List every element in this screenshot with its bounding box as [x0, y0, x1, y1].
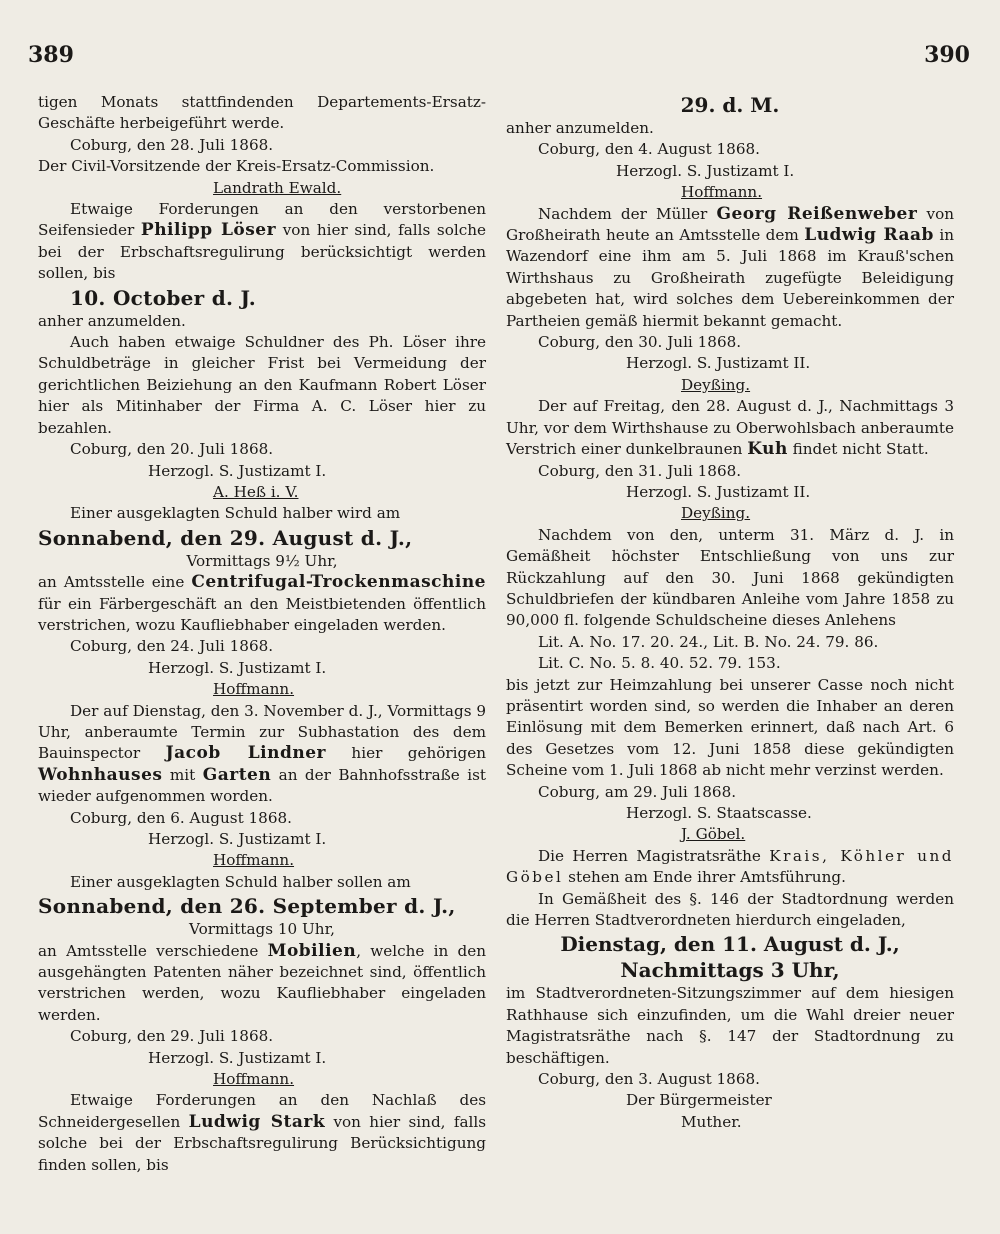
- page-number-right: 390: [924, 42, 970, 68]
- notice-text: bis jetzt zur Heimzahlung bei unserer Casse noch nicht präsentirt worden sind, so werden die Inhaber an deren Einlösung mit dem Bemerken erinnert, daß nach Art. 6 des Gesetzes vom 12. Juni 1858 diese gekündigten Scheine vom 1. Juli 1868 ab nicht mehr verzinst werden.: [506, 675, 954, 780]
- auction-date: Sonnabend, den 26. September d. J.,: [38, 894, 456, 919]
- deadline: 10. October d. J.: [70, 285, 257, 310]
- deadline: 29. d. M.: [680, 93, 780, 117]
- auction-date: Sonnabend, den 29. August d. J.,: [38, 525, 413, 550]
- notice-text: Der auf Freitag, den 28. August d. J., Nachmittags 3 Uhr, vor dem Wirthshause zu Oberwohlsbach anberaumte Verstrich einer dunkelbraunen Kuh findet nicht Statt.: [506, 397, 954, 460]
- right-column: [506, 92, 954, 1133]
- notice-text: anher anzumelden.: [506, 119, 654, 137]
- notice-date: Coburg, den 6. August 1868.: [70, 808, 292, 827]
- notice-name: Hoffmann.: [681, 183, 763, 202]
- notice-text: Einer ausgeklagten Schuld halber sollen am: [70, 872, 411, 891]
- notice-date: Coburg, den 28. Juli 1868.: [70, 135, 274, 154]
- bond-list: Lit. C. No. 5. 8. 40. 52. 79. 153.: [538, 654, 781, 673]
- notice-date: Coburg, den 29. Juli 1868.: [70, 1027, 274, 1046]
- notice-authority: Herzogl. S. Justizamt I.: [148, 1048, 327, 1067]
- notice-date: Coburg, den 4. August 1868.: [538, 140, 760, 159]
- notice-text: anher anzumelden.: [38, 311, 186, 330]
- highlighted-name: Ludwig Raab: [804, 225, 934, 246]
- notice-signatory: Der Bürgermeister: [626, 1091, 772, 1110]
- bond-list: Lit. A. No. 17. 20. 24., Lit. B. No. 24. 79. 86.: [538, 632, 879, 651]
- highlighted-name: Ludwig Stark: [188, 1111, 326, 1132]
- notice-text: im Stadtverordneten-Sitzungszimmer auf dem hiesigen Rathhause sich einzufinden, um die Wahl dreier neuer Magistratsräthe nach §. 147 der Stadtordnung zu beschäftigen.: [506, 984, 954, 1067]
- notice-authority: Herzogl. S. Justizamt I.: [148, 830, 327, 848]
- notice-date: Coburg, den 24. Juli 1868.: [70, 637, 274, 656]
- notice-text: In Gemäßheit des §. 146 der Stadtordnung werden die Herren Stadtverordneten hierdurch eingeladen,: [506, 889, 954, 930]
- notice-authority: Herzogl. S. Justizamt I.: [148, 461, 327, 480]
- notice-text: Etwaige Forderungen an den verstorbenen Seifensieder Philipp Löser von hier sind, falls solche bei der Erbschaftsregulirung berücksichtigt werden sollen, bis: [38, 200, 486, 283]
- highlighted-name: Georg Reißenweber: [716, 203, 918, 224]
- notice-authority: Herzogl. S. Staatscasse.: [626, 804, 812, 822]
- notice-date: Coburg, den 31. Juli 1868.: [538, 461, 742, 480]
- highlighted-name: Philipp Löser: [140, 220, 277, 241]
- auction-time: Vormittags 10 Uhr,: [189, 920, 335, 939]
- notice-text: an Amtsstelle verschiedene Mobilien, welche in den ausgehängten Patenten näher bezeichnet sind, öffentlich verstrichen werden, wozu Kaufliebhaber eingeladen werden.: [38, 940, 486, 1024]
- notice-date: Coburg, den 20. Juli 1868.: [70, 440, 274, 459]
- notice-text: Auch haben etwaige Schuldner des Ph. Löser ihre Schuldbeträge in gleicher Frist bei Vermeidung der gerichtlichen Beiziehung an den Kaufmann Robert Löser hier als Mitinhaber der Firma A. C. Löser hier zu bezahlen.: [38, 333, 486, 437]
- highlighted-item: Mobilien: [267, 940, 357, 961]
- notice-text: tigen Monats stattfindenden Departements-Ersatz-Geschäfte herbeigeführt werde.: [38, 93, 486, 133]
- notice-text: Etwaige Forderungen an den Nachlaß des Schneidergesellen Ludwig Stark von hier sind, falls solche bei der Erbschaftsregulirung Berücksichtigung finden sollen, bis: [38, 1091, 487, 1174]
- notice-text: Nachdem von den, unterm 31. März d. J. in Gemäßheit höchster Entschließung von uns zur Rückzahlung auf den 30. Juni 1868 gekündigten Schuldbriefen der kündbaren Anleihe vom Jahre 1858 zu 90,000 fl. folgende Schuldscheine dieses Anlehens: [506, 525, 954, 630]
- meeting-date: Dienstag, den 11. August d. J.,: [560, 932, 900, 957]
- notice-name: Hoffmann.: [213, 851, 295, 870]
- highlighted-item: Centrifugal-Trockenmaschine: [191, 572, 486, 593]
- notice-name: Muther.: [681, 1112, 742, 1131]
- notice-text: Die Herren Magistratsräthe Krais, Köhler und Göbel stehen am Ende ihrer Amtsführung.: [506, 846, 954, 887]
- left-column: [38, 92, 486, 1176]
- notice-name: A. Heß i. V.: [213, 482, 299, 501]
- highlighted-item: Wohnhauses: [38, 764, 163, 785]
- highlighted-item: Garten: [202, 764, 272, 785]
- highlighted-name: Jacob Lindner: [165, 743, 327, 764]
- notice-authority: Herzogl. S. Justizamt II.: [626, 354, 811, 373]
- notice-authority: Herzogl. S. Justizamt II.: [626, 482, 811, 501]
- notice-authority: Herzogl. S. Justizamt I.: [148, 658, 327, 677]
- meeting-time: Nachmittags 3 Uhr,: [620, 958, 840, 983]
- page-number-left: 389: [28, 42, 74, 68]
- notice-signatory: Der Civil-Vorsitzende der Kreis-Ersatz-Commission.: [38, 157, 435, 176]
- auction-time: Vormittags 9½ Uhr,: [186, 551, 338, 570]
- notice-name: Hoffmann.: [213, 1070, 295, 1089]
- notice-text: Der auf Dienstag, den 3. November d. J., Vormittags 9 Uhr, anberaumte Termin zur Subhastation des dem Bauinspector Jacob Lindner hier gehörigen Wohnhauses mit Garten an der Bahnhofsstraße ist wieder aufgenommen worden.: [38, 701, 486, 806]
- notice-name: Landrath Ewald.: [213, 178, 342, 197]
- notice-name: Deyßing.: [681, 504, 751, 523]
- notice-date: Coburg, den 3. August 1868.: [538, 1070, 760, 1089]
- notice-name: J. Göbel.: [681, 825, 746, 844]
- notice-text: an Amtsstelle eine Centrifugal-Trockenmaschine für ein Färbergeschäft an den Meistbietenden öffentlich verstrichen, wozu Kaufliebhaber eingeladen werden.: [38, 572, 486, 634]
- notice-authority: Herzogl. S. Justizamt I.: [616, 161, 795, 180]
- highlighted-item: Kuh: [747, 439, 788, 460]
- notice-date: Coburg, am 29. Juli 1868.: [538, 782, 737, 801]
- notice-name: Deyßing.: [681, 375, 751, 394]
- notice-text: Einer ausgeklagten Schuld halber wird am: [70, 504, 401, 523]
- notice-name: Hoffmann.: [213, 680, 295, 699]
- notice-text: Nachdem der Müller Georg Reißenweber von Großheirath heute an Amtsstelle dem Ludwig Raab in Wazendorf eine ihm am 5. Juli 1868 im Krauß'schen Wirthshaus zu Großheirath zugefügte Beleidigung abgebeten hat, wird solches dem Uebereinkommen der Partheien gemäß hiermit bekannt gemacht.: [506, 203, 954, 330]
- spaced-names: Krais, Köhler und Göbel: [506, 846, 954, 887]
- notice-date: Coburg, den 30. Juli 1868.: [538, 333, 742, 352]
